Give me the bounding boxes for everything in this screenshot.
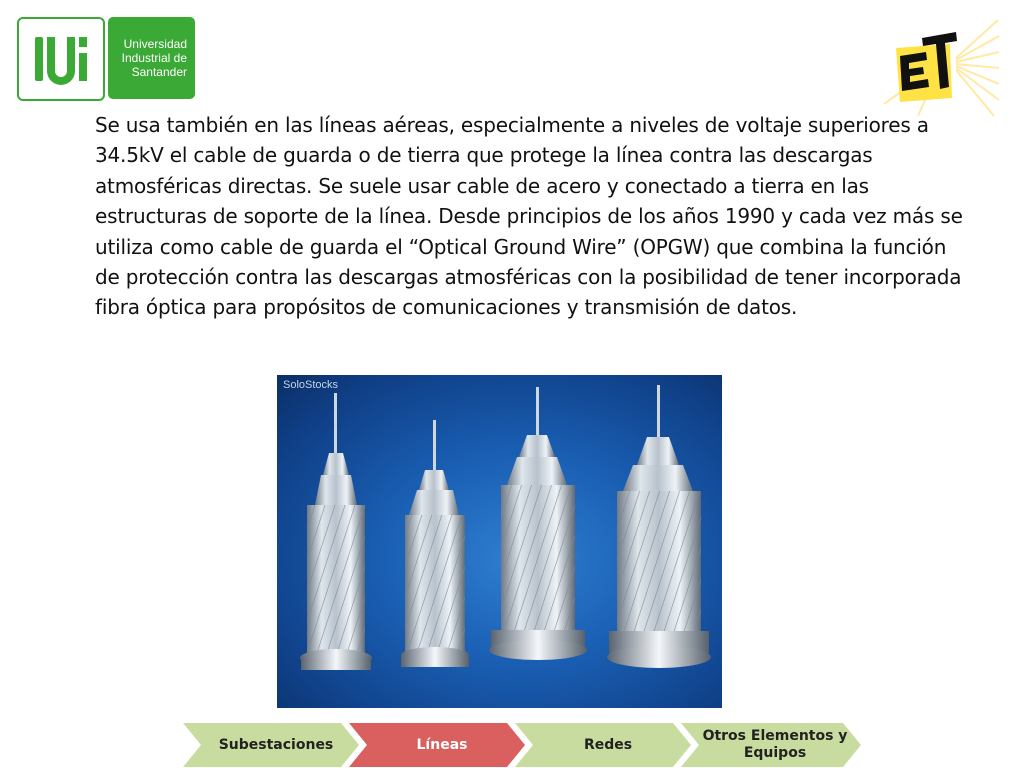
uis-logo-name bbox=[108, 17, 195, 99]
nav-label-otros-elementos: Otros Elementos y Equipos bbox=[702, 728, 848, 761]
cable-3 bbox=[489, 387, 587, 660]
nav-label-lineas: Líneas bbox=[416, 736, 468, 753]
uis-logo-mark bbox=[17, 17, 105, 101]
nav-label-subestaciones: Subestaciones bbox=[218, 736, 334, 753]
uis-logo bbox=[17, 17, 195, 99]
acsr-cables-illustration bbox=[277, 375, 722, 708]
uis-name-line-3: Santander bbox=[131, 65, 187, 79]
cable-4 bbox=[607, 385, 711, 668]
cable-2 bbox=[401, 420, 469, 667]
nav-item-subestaciones[interactable] bbox=[183, 723, 359, 767]
body-paragraph: Se usa también en las líneas aéreas, especialmente a niveles de voltaje superiores a 34.5kV el cable de guarda o de tierra que protege la línea contra las descargas atmosféricas directas. Se suele usar cable de acero y conectado a tierra en las estructuras de soporte de la línea. Desde principios de los años 1990 y cada vez más se utiliza como cable de guarda el “Optical Ground Wire” (OPGW) que combina la función de protección contra las descargas atmosféricas con la posibilidad de tener incorporada fibra óptica para propósitos de comunicaciones y transmisión de datos. bbox=[95, 113, 963, 320]
uis-monogram-icon bbox=[33, 31, 89, 87]
nav-item-lineas[interactable] bbox=[349, 723, 525, 767]
uis-name-line-2: Industrial de bbox=[121, 51, 187, 65]
cable-photo bbox=[277, 375, 722, 708]
photo-watermark: SoloStocks bbox=[283, 379, 339, 391]
nav-item-redes[interactable] bbox=[515, 723, 691, 767]
uis-name-line-1: Universidad bbox=[123, 37, 187, 51]
nav-label-redes: Redes bbox=[583, 736, 633, 753]
section-nav bbox=[183, 723, 863, 768]
et-logo bbox=[878, 18, 1000, 118]
nav-item-otros-elementos[interactable] bbox=[681, 723, 861, 767]
et-logo-icon bbox=[878, 18, 1000, 118]
cable-1 bbox=[300, 393, 372, 670]
